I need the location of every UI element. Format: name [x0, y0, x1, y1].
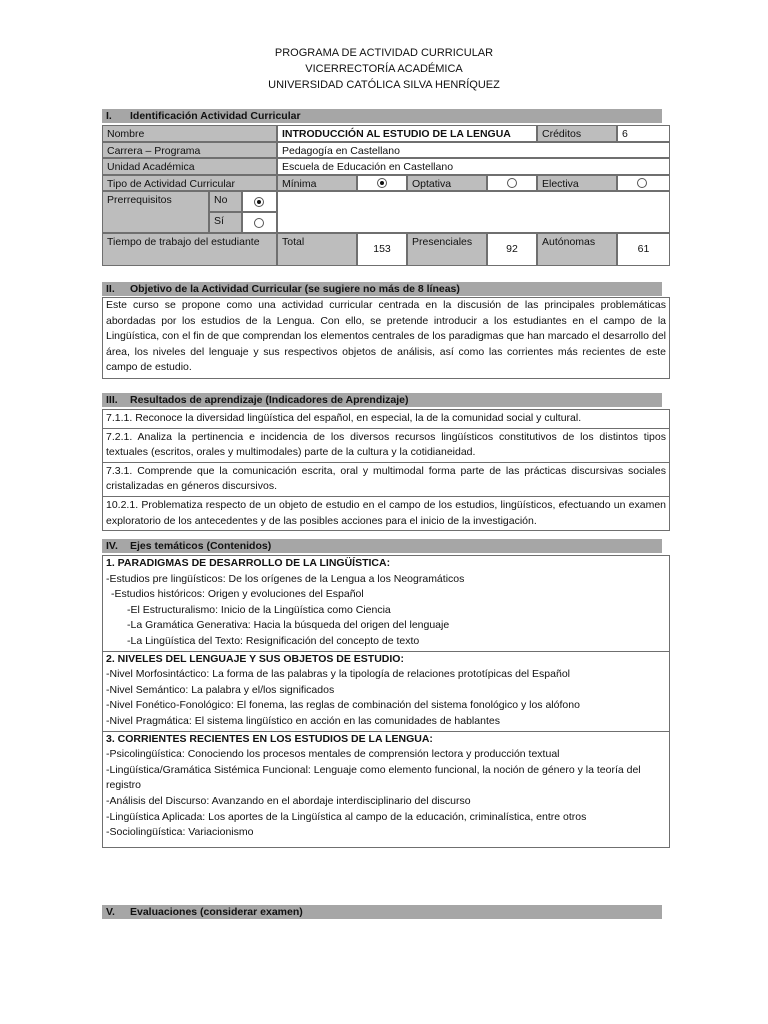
contenido-heading: 2. NIVELES DEL LENGUAJE Y SUS OBJETOS DE ESTUDIO:	[106, 652, 404, 665]
resultados-list	[102, 409, 670, 531]
optativa-radio-cell	[487, 175, 537, 191]
resultado-item: 7.1.1. Reconoce la diversidad lingüística del español, en especial, la de la comunidad social y cultural.	[103, 410, 669, 429]
section-2-title: Objetivo de la Actividad Curricular (se sugiere no más de 8 líneas)	[130, 283, 460, 295]
contenido-line: -Nivel Morfosintáctico: La forma de las palabras y la tipología de relaciones prototípicas del Español	[106, 668, 570, 681]
total-value: 153	[357, 233, 407, 266]
contenido-block-1	[103, 556, 669, 652]
section-5-title: Evaluaciones (considerar examen)	[130, 906, 303, 918]
creditos-label: Créditos	[537, 125, 617, 142]
contenido-line: -Análisis del Discurso: Avanzando en el abordaje interdisciplinario del discurso	[106, 794, 471, 807]
autonomas-value: 61	[617, 233, 670, 266]
minima-radio[interactable]	[377, 178, 387, 188]
section-1-number: I.	[106, 110, 112, 122]
section-3-title: Resultados de aprendizaje (Indicadores de Aprendizaje)	[130, 394, 409, 406]
no-radio-cell	[242, 191, 277, 212]
objetivo-text: Este curso se propone como una actividad curricular centrada en la discusión de las principales problemáticas abordadas por los estudios de la Lengua. Con ello, se pretende introducir a los estudiantes en el campo de la Lingüística, con el fin de que comprendan los elementos centrales de los paradigmas que han marcado el desarrollo del área, los niveles del lenguaje y sus respectivos objetos de análisis, así como las corrientes más recientes de este campo de estudio.	[102, 297, 670, 379]
section-1-title: Identificación Actividad Curricular	[130, 110, 301, 122]
minima-radio-cell	[357, 175, 407, 191]
section-2-bar	[102, 282, 662, 296]
no-label: No	[209, 191, 242, 212]
optativa-radio[interactable]	[507, 178, 517, 188]
tiempo-label: Tiempo de trabajo del estudiante	[102, 233, 277, 266]
resultado-item: 10.2.1. Problematiza respecto de un objeto de estudio en el campo de los estudios, lingüísticos, efectuando un examen exploratorio de los antecedentes y de las posibles acciones para el inicio de la investigación.	[106, 498, 666, 527]
doc-title-line-3: UNIVERSIDAD CATÓLICA SILVA HENRÍQUEZ	[268, 79, 500, 91]
section-5-bar	[102, 905, 662, 919]
electiva-label: Electiva	[537, 175, 617, 191]
contenido-heading: 3. CORRIENTES RECIENTES EN LOS ESTUDIOS DE LA LENGUA:	[106, 732, 433, 745]
si-radio[interactable]	[254, 218, 264, 228]
contenido-line: -Sociolingüística: Variacionismo	[106, 826, 254, 839]
contenido-line: -Estudios históricos: Origen y evoluciones del Español	[111, 588, 364, 601]
section-1-bar	[102, 109, 662, 123]
contenido-line: -Lingüística/Gramática Sistémica Funcional: Lenguaje como elemento funcional, la noción de género y la teoría del registro	[106, 763, 641, 792]
electiva-radio[interactable]	[637, 178, 647, 188]
section-3-number: III.	[106, 394, 118, 406]
total-label: Total	[277, 233, 357, 266]
contenido-line: -Nivel Pragmática: El sistema lingüístico en acción en las comunidades de hablantes	[106, 714, 500, 727]
doc-title-line-2: VICERRECTORÍA ACADÉMICA	[305, 63, 463, 75]
no-radio[interactable]	[254, 197, 264, 207]
contenido-line: -Nivel Fonético-Fonológico: El fonema, las reglas de combinación del sistema fonológico y los alófono	[106, 699, 580, 712]
contenido-line: -La Lingüística del Texto: Resignificación del concepto de texto	[127, 634, 420, 647]
tipo-label: Tipo de Actividad Curricular	[102, 175, 277, 191]
contenido-line: -Estudios pre lingüísticos: De los orígenes de la Lengua a los Neogramáticos	[106, 572, 465, 585]
section-2-number: II.	[106, 283, 115, 295]
contenido-block-3	[103, 732, 669, 847]
minima-label: Mínima	[277, 175, 357, 191]
section-4-number: IV.	[106, 540, 118, 552]
resultado-item: 7.3.1. Comprende que la comunicación escrita, oral y multimodal forma parte de las prácticas discursivas sociales cristalizadas en géneros discursivos.	[103, 463, 669, 497]
contenido-line: -El Estructuralismo: Inicio de la Lingüística como Ciencia	[127, 603, 391, 616]
contenido-block-2	[103, 652, 669, 732]
presenciales-value: 92	[487, 233, 537, 266]
si-radio-cell	[242, 212, 277, 233]
section-3-bar	[102, 393, 662, 407]
unidad-label: Unidad Académica	[102, 158, 277, 175]
section-4-bar	[102, 539, 662, 553]
electiva-radio-cell	[617, 175, 670, 191]
contenido-line: -Psicolingüística: Conociendo los procesos mentales de comprensión lectora y producción textual	[106, 748, 560, 761]
nombre-value: INTRODUCCIÓN AL ESTUDIO DE LA LENGUA	[277, 125, 537, 142]
contenido-heading: 1. PARADIGMAS DE DESARROLLO DE LA LINGÜÍSTICA:	[106, 557, 391, 569]
section-5-number: V.	[106, 906, 115, 918]
doc-title-line-1: PROGRAMA DE ACTIVIDAD CURRICULAR	[274, 47, 494, 59]
contenidos-table	[102, 555, 670, 848]
si-label: Sí	[209, 212, 242, 233]
creditos-value: 6	[617, 125, 670, 142]
contenido-line: -Lingüística Aplicada: Los aportes de la Lingüística al campo de la educación, criminalística, entre otros	[106, 810, 587, 823]
optativa-label: Optativa	[407, 175, 487, 191]
contenido-line: -Nivel Semántico: La palabra y el/los significados	[106, 683, 335, 696]
prerrequisitos-label: Prerrequisitos	[102, 191, 209, 233]
carrera-value: Pedagogía en Castellano	[277, 142, 670, 158]
prerrequisitos-value	[277, 191, 670, 233]
section-4-title: Ejes temáticos (Contenidos)	[130, 540, 272, 552]
carrera-label: Carrera – Programa	[102, 142, 277, 158]
unidad-value: Escuela de Educación en Castellano	[277, 158, 670, 175]
presenciales-label: Presenciales	[407, 233, 487, 266]
resultado-item: 7.2.1. Analiza la pertinencia e incidencia de los diversos recursos lingüísticos constitutivos de los distintos tipos textuales (escritos, orales y multimodales) parte de la cultura y la cotidianeidad.	[103, 429, 669, 463]
autonomas-label: Autónomas	[537, 233, 617, 266]
contenido-line: -La Gramática Generativa: Hacia la búsqueda del origen del lenguaje	[127, 619, 450, 632]
nombre-label: Nombre	[102, 125, 277, 142]
